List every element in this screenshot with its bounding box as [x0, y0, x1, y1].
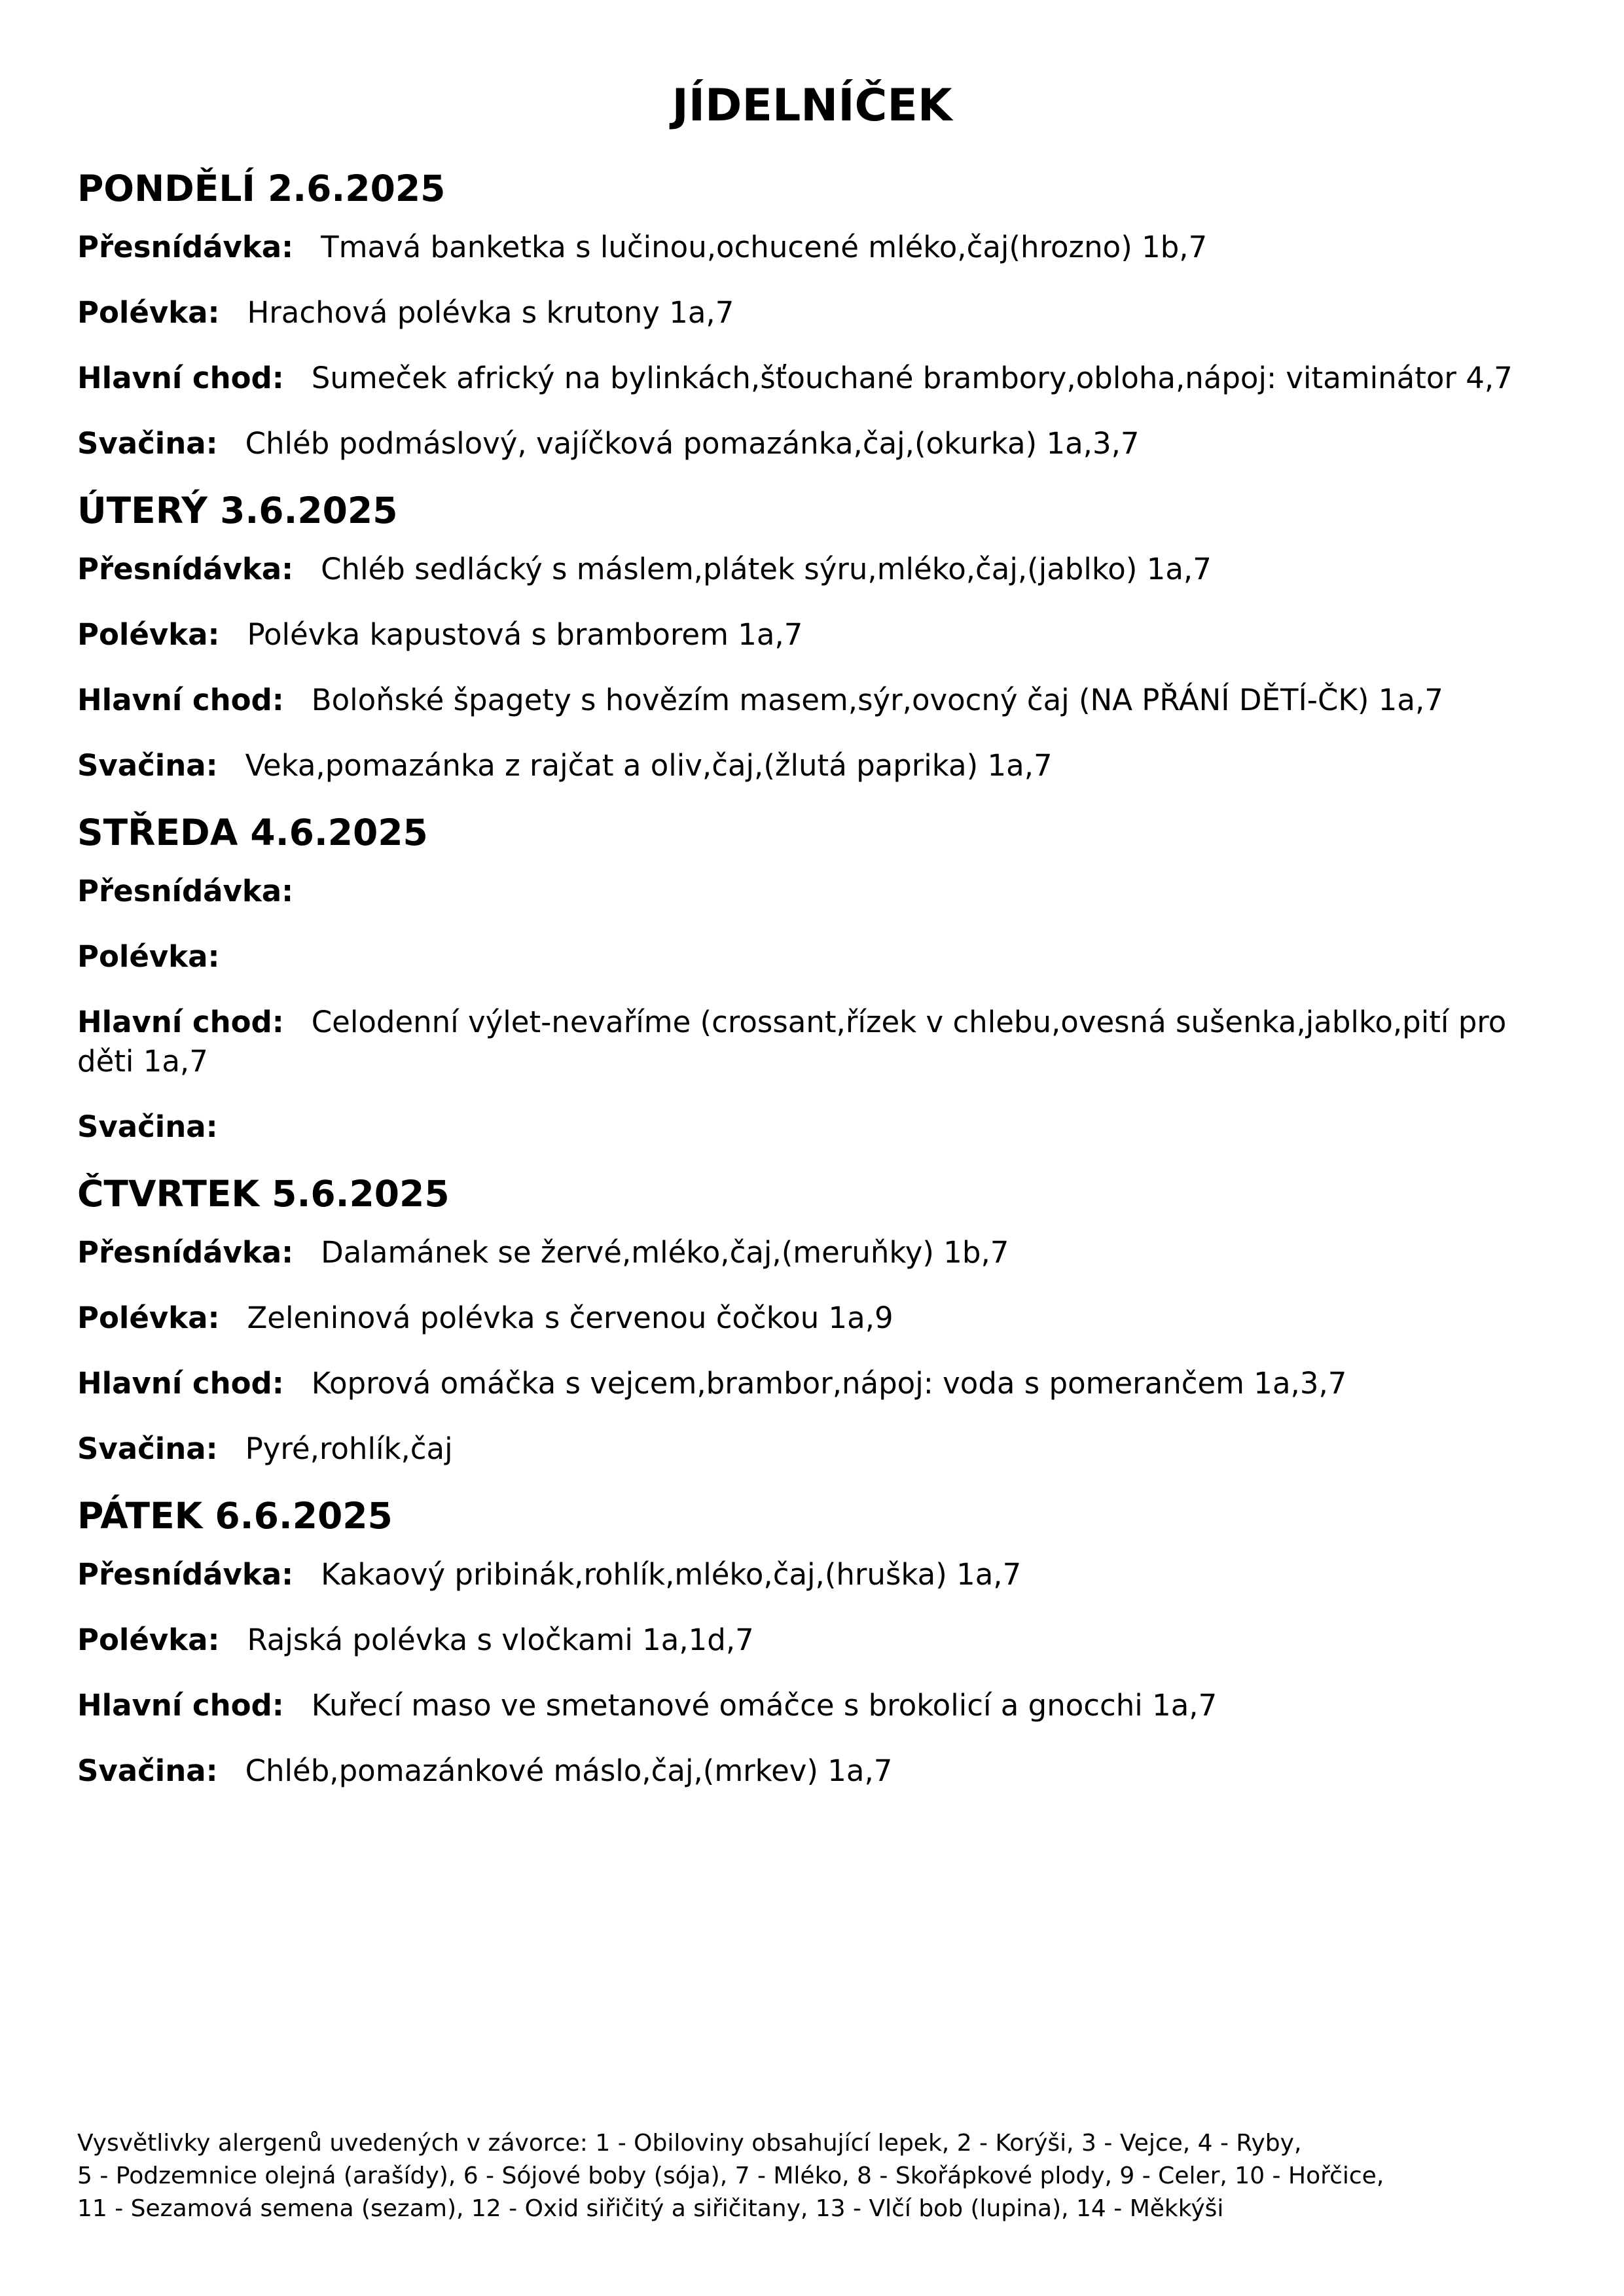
- meal-label: Svačina:: [77, 426, 218, 461]
- meal-value: Chléb,pomazánkové máslo,čaj,(mrkev) 1a,7: [245, 1753, 893, 1788]
- meal-value: Rajská polévka s vločkami 1a,1d,7: [247, 1623, 754, 1657]
- meal-snack-afternoon: [77, 1429, 1557, 1469]
- meal-label: Hlavní chod:: [77, 1005, 284, 1039]
- day-heading: STŘEDA 4.6.2025: [77, 812, 428, 853]
- meal-label: Svačina:: [77, 1109, 218, 1144]
- meal-snack-morning: [77, 228, 1557, 267]
- meal-label: Polévka:: [77, 1300, 220, 1335]
- meal-value: Sumeček africký na bylinkách,šťouchané brambory,obloha,nápoj: vitaminátor 4,7: [311, 361, 1513, 395]
- meal-value: Zeleninová polévka s červenou čočkou 1a,9: [247, 1300, 893, 1335]
- meal-snack-afternoon: [77, 1107, 1557, 1147]
- meal-soup: [77, 293, 1557, 332]
- allergen-legend-line: 5 - Podzemnice olejná (arašídy), 6 - Sójové boby (sója), 7 - Mléko, 8 - Skořápkové plody, 9 - Celer, 10 - Hořčice,: [77, 2162, 1384, 2189]
- meal-value: Chléb sedlácký s máslem,plátek sýru,mléko,čaj,(jablko) 1a,7: [321, 552, 1212, 586]
- meal-value: Boloňské špagety s hovězím masem,sýr,ovocný čaj (NA PŘÁNÍ DĚTÍ-ČK) 1a,7: [311, 683, 1443, 717]
- meal-main: [77, 1686, 1557, 1725]
- meal-snack-morning: [77, 1233, 1557, 1272]
- day-wednesday: [77, 812, 1557, 1147]
- meal-label: Přesnídávka:: [77, 552, 294, 586]
- meal-main: [77, 359, 1557, 398]
- meal-snack-morning: [77, 1555, 1557, 1594]
- meal-value: Kuřecí maso ve smetanové omáčce s brokolicí a gnocchi 1a,7: [311, 1688, 1218, 1723]
- meal-label: Hlavní chod:: [77, 361, 284, 395]
- meal-label: Hlavní chod:: [77, 1688, 284, 1723]
- meal-snack-morning: [77, 550, 1557, 589]
- day-heading: ČTVRTEK 5.6.2025: [77, 1173, 450, 1215]
- meal-snack-afternoon: [77, 1751, 1557, 1791]
- meal-snack-morning: [77, 872, 1557, 911]
- meal-label: Svačina:: [77, 1753, 218, 1788]
- meal-value: Koprová omáčka s vejcem,brambor,nápoj: voda s pomerančem 1a,3,7: [311, 1366, 1347, 1401]
- meal-soup: [77, 937, 1557, 977]
- day-thursday: [77, 1173, 1557, 1469]
- meal-soup: [77, 615, 1557, 655]
- page-title: JÍDELNÍČEK: [672, 80, 952, 132]
- meal-label: Hlavní chod:: [77, 683, 284, 717]
- meal-snack-afternoon: [77, 746, 1557, 785]
- day-heading: PONDĚLÍ 2.6.2025: [77, 168, 446, 209]
- meal-main: [77, 1364, 1557, 1403]
- meal-soup: [77, 1299, 1557, 1338]
- meal-label: Přesnídávka:: [77, 230, 294, 264]
- meal-value: Tmavá banketka s lučinou,ochucené mléko,čaj(hrozno) 1b,7: [321, 230, 1208, 264]
- meal-label: Hlavní chod:: [77, 1366, 284, 1401]
- meal-label: Přesnídávka:: [77, 874, 294, 908]
- day-heading: ÚTERÝ 3.6.2025: [77, 490, 398, 531]
- meal-label: Svačina:: [77, 1431, 218, 1466]
- meal-snack-afternoon: [77, 424, 1557, 463]
- day-heading: PÁTEK 6.6.2025: [77, 1495, 393, 1537]
- meal-value: Celodenní výlet-nevaříme (crossant,řízek v chlebu,ovesná sušenka,jablko,pití pro děti 1a,7: [77, 1005, 1507, 1079]
- meal-label: Polévka:: [77, 617, 220, 652]
- meal-label: Polévka:: [77, 1623, 220, 1657]
- meal-label: Polévka:: [77, 295, 220, 330]
- meal-value: Veka,pomazánka z rajčat a oliv,čaj,(žlutá paprika) 1a,7: [245, 748, 1053, 783]
- meal-label: Přesnídávka:: [77, 1235, 294, 1270]
- meal-value: Kakaový pribinák,rohlík,mléko,čaj,(hruška) 1a,7: [321, 1557, 1022, 1592]
- allergen-legend-line: 11 - Sezamová semena (sezam), 12 - Oxid siřičitý a siřičitany, 13 - Vlčí bob (lupina), 14 - Měkkýši: [77, 2195, 1224, 2222]
- meal-label: Přesnídávka:: [77, 1557, 294, 1592]
- meal-label: Polévka:: [77, 939, 220, 974]
- meal-value: Chléb podmáslový, vajíčková pomazánka,čaj,(okurka) 1a,3,7: [245, 426, 1140, 461]
- day-friday: [77, 1495, 1557, 1791]
- meal-main: [77, 681, 1557, 720]
- meal-value: Dalamánek se žervé,mléko,čaj,(meruňky) 1b,7: [321, 1235, 1009, 1270]
- day-tuesday: [77, 490, 1557, 785]
- meal-value: Pyré,rohlík,čaj: [245, 1431, 453, 1466]
- day-monday: [77, 168, 1557, 463]
- allergen-legend-line: Vysvětlivky alergenů uvedených v závorce: 1 - Obiloviny obsahující lepek, 2 - Korýši, 3 - Vejce, 4 - Ryby,: [77, 2130, 1302, 2157]
- meal-value: Hrachová polévka s krutony 1a,7: [247, 295, 734, 330]
- menu-days: [77, 168, 1557, 1791]
- meal-main: [77, 1003, 1557, 1081]
- meal-soup: [77, 1621, 1557, 1660]
- allergen-legend: [77, 2127, 1583, 2225]
- meal-value: Polévka kapustová s bramborem 1a,7: [247, 617, 803, 652]
- meal-label: Svačina:: [77, 748, 218, 783]
